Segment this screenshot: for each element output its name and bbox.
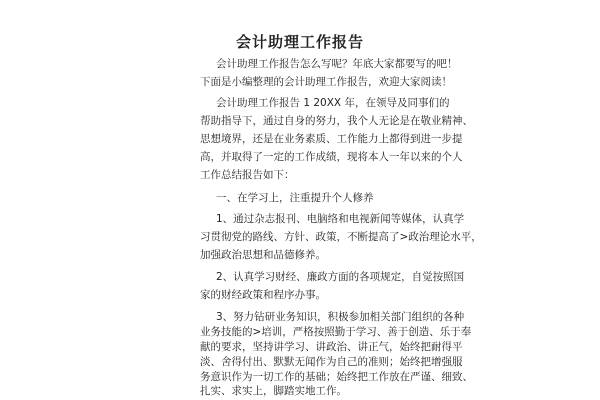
text-line: 2、认真学习财经、廉政方面的各项规定，自觉按照国 — [216, 271, 465, 283]
text-line: 1、通过杂志报刊、电脑络和电视新闻等媒体，认真学 — [216, 213, 465, 225]
text-line: 会计助理工作报告 1 20XX 年，在领导及同事们的 — [216, 97, 450, 109]
text-line: 帮助指导下，通过自身的努力，我个人无论是在敬业精神、 — [200, 115, 473, 127]
text-line: 会计助理工作报告怎么写呢？年底大家都要写的吧！ — [216, 58, 458, 70]
text-line: 业务技能的>培训，严格按照勤于学习、善于创造、乐于奉 — [200, 326, 472, 338]
text-line: 3、努力钻研业务知识，积极参加相关部门组织的各种 — [216, 311, 465, 323]
text-line: 献的要求，坚持讲学习、讲政治、讲正气，始终把耐得平 — [200, 341, 463, 353]
text-line: 加强政治思想和品德修养。 — [200, 249, 326, 261]
text-line: 淡、舍得付出、默默无闻作为自己的准则；始终把增强服 — [200, 356, 463, 368]
text-line: 扎实、求实上，脚踏实地工作。 — [200, 385, 347, 397]
text-line: 一、在学习上，注重提升个人修养 — [216, 192, 374, 204]
text-line: 习贯彻党的路线、方针、政策，不断提高了>政治理论水平， — [200, 231, 482, 243]
text-line: 高，并取得了一定的工作成绩，现将本人一年以来的个人 — [200, 151, 463, 163]
text-line: 工作总结报告如下： — [200, 169, 295, 181]
document-title: 会计助理工作报告 — [235, 33, 364, 51]
text-line: 务意识作为一切工作的基础；始终把工作放在严谨、细致、 — [200, 371, 473, 383]
text-line: 思想境界，还是在业务素质、工作能力上都得到进一步提 — [200, 133, 463, 145]
text-line: 下面是小编整理的会计助理工作报告，欢迎大家阅读！ — [200, 76, 452, 88]
text-line: 家的财经政策和程序办事。 — [200, 289, 326, 301]
